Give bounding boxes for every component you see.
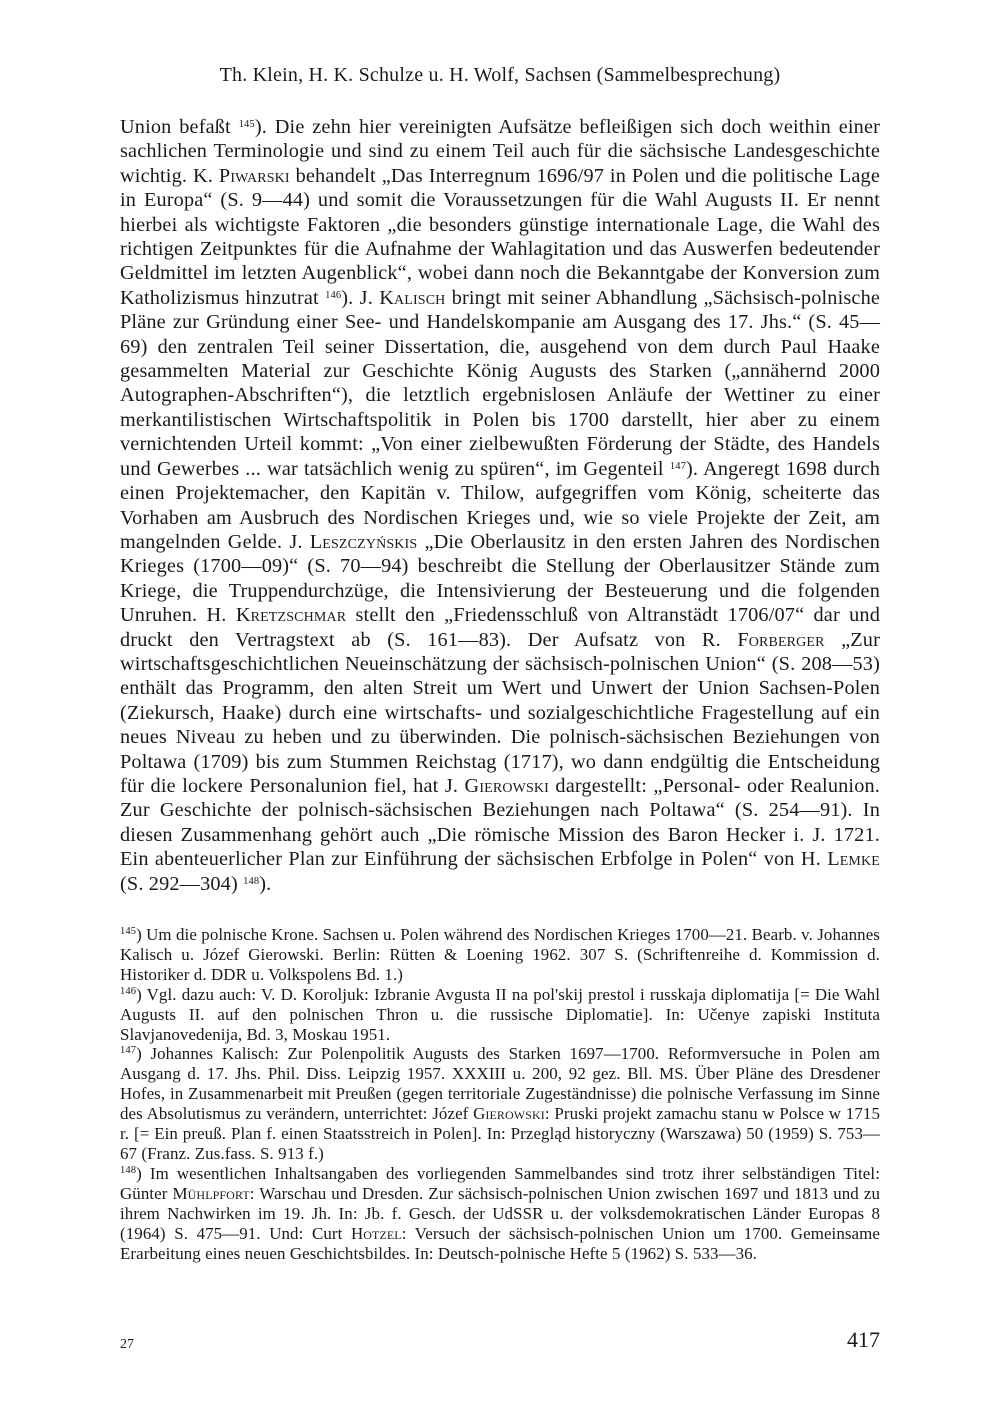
author-name: Leszczyńskis <box>309 530 418 553</box>
footnote-text: ) Um die polnische Krone. Sachsen u. Polen während des Nordischen Krieges 1700—21. Bearb. v. Johannes Kalisch u. Józef Gierowski. Berlin: Rütten & Loening 1962. 307 S. (Schriftenreihe d. Kommission d. Historiker d. DDR u. Volkspolens Bd. 1.) <box>120 925 880 984</box>
author-name: Kalisch <box>379 286 446 309</box>
author-name: Kretzschmar <box>235 604 347 627</box>
footnote-text: : Versuch der sächsisch-polnischen Union um 1700. Gemeinsame Erarbeitung eines neuen Geschichtsbildes. In: Deutsch-polnische Hefte 5 (1962) S. 533—36. <box>120 1223 880 1263</box>
body-text: ). <box>259 872 272 895</box>
footnote-text: : Warschau und Dresden. Zur sächsisch-polnischen Union zwischen 1697 und 1813 und zu ihrem Nachwirken im 19. Jh. In: Jb. f. Gesch. der UdSSR u. der volksdemokratischen Länder Europas 8 (1964) S. 475—91. Und: Curt <box>120 1183 881 1243</box>
footnote-text: : Pruski projekt zamachu stanu w Polsce w 1715 r. [= Ein preuß. Plan f. einen Staatsstreich in Polen]. In: Przegląd historyczny (Warszawa) 50 (1959) S. 753—67 (Franz. Zus.fass. S. 913 f.) <box>120 1104 880 1163</box>
footnote-text: ) Vgl. dazu auch: V. D. Koroljuk: Izbranie Avgusta II na pol'skij prestol i russkaja diplomatija [= Die Wahl Augusts II. auf den polnischen Thron u. die russische Diplomatie]. In: Učenye zapiski Instituta Slavjanovedenija, Bd. 3, Moskau 1951. <box>120 984 880 1044</box>
footnote-number: 146 <box>120 985 137 997</box>
body-text: Union befaßt <box>120 116 239 138</box>
footnote-text: ) Im wesentlichen Inhaltsangaben des vorliegenden Sammelbandes sind trotz ihrer selbständigen Titel: Günter <box>120 1163 880 1203</box>
footnotes <box>120 925 880 1263</box>
running-header: Th. Klein, H. K. Schulze u. H. Wolf, Sachsen (Sammelbesprechung) <box>219 64 781 86</box>
footnote-ref-146: 146 <box>325 289 342 301</box>
author-name: Gierowski <box>473 1104 545 1124</box>
footnote-number: 148 <box>120 1164 137 1176</box>
body-text: ). Angeregt 1698 durch einen Projektemacher, den Kapitän v. Thilow, aufgegriffen vom König, scheiterte das Vorhaben am Ausbruch des Nordischen Krieges und, wie so viele Projekte der Zeit, am mangelnden Gelde. J. <box>120 457 880 553</box>
body-text: „Zur wirtschaftsgeschichtlichen Neueinschätzung der sächsisch-polnischen Union“ (S. 208—53) enthält das Programm, den alten Streit um Wert und Unwert der Union Sachsen-Polen (Ziekursch, Haake) durch eine wirtschafts- und sozialgeschichtliche Fragestellung auf ein neues Niveau zu heben und zu überwinden. Die polnisch-sächsischen Beziehungen von Poltawa (1709) bis zum Stummen Reichstag (1717), wo dann endgültig die Entscheidung für die lockere Personalunion fiel, hat J. <box>120 628 880 797</box>
footnote-146 <box>120 985 880 1045</box>
main-text <box>120 115 880 896</box>
footnote-148 <box>120 1164 880 1264</box>
author-name: Piwarski <box>218 164 290 187</box>
footnote-ref-148: 148 <box>243 875 260 887</box>
footnote-145 <box>120 925 880 985</box>
body-text: ). J. <box>341 286 380 309</box>
author-name: Gierowski <box>464 774 549 797</box>
body-text: dargestellt: „Personal- oder Realunion. Zur Geschichte der polnisch-sächsischen Beziehungen nach Poltawa“ (S. 254—91). In diesen Zusammenhang gehört auch „Die römische Mission des Baron Hecker i. J. 1721. Ein abenteuerlicher Plan zur Einführung der sächsischen Erbfolge in Polen“ von H. <box>120 774 881 871</box>
footnote-text: ) Johannes Kalisch: Zur Polenpolitik Augusts des Starken 1697—1700. Reformversuche in Polen am Ausgang d. 17. Jhs. Phil. Diss. Leipzig 1957. XXXIII u. 200, 92 gez. Bll. MS. Über Pläne des Dresdener Hofes, in Zusammenarbeit mit Preußen (gegen territoriale Zugeständnisse) die polnische Verfassung im Sinne des Absolutismus zu verändern, unterrichtet: Józef <box>120 1044 880 1124</box>
author-name: Hotzel <box>350 1223 402 1243</box>
body-text: (S. 292—304) <box>120 872 244 895</box>
sheet-signature: 27 <box>120 1337 134 1352</box>
author-name: Forberger <box>737 628 825 651</box>
author-name: Mühlpfort <box>172 1183 250 1203</box>
body-text: behandelt „Das Interregnum 1696/97 in Polen und die politische Lage in Europa“ (S. 9—44) und somit die Voraussetzungen für die Wahl Augusts II. Er nennt hierbei als wichtigste Faktoren „die besonders günstige internationale Lage, die Wahl des richtigen Zeitpunktes für die Aufnahme der Wahlagitation und das Auswerfen bedeutender Geldmittel im letzten Augenblick“, wobei dann noch die Bekanntgabe der Konversion zum Katholizismus hinzutrat <box>120 164 880 309</box>
body-text: „Die Oberlausitz in den ersten Jahren des Nordischen Krieges (1700—09)“ (S. 70—94) beschreibt die Stellung der Oberlausitzer Stände zum Kriege, die Truppendurchzüge, die Intensivierung der Besteuerung und die folgenden Unruhen. H. <box>120 530 880 627</box>
page-number: 417 <box>847 1327 880 1352</box>
body-paragraph <box>120 115 880 896</box>
footnote-number: 147 <box>120 1045 137 1057</box>
body-text: ). Die zehn hier vereinigten Aufsätze befleißigen sich doch weithin einer sachlichen Terminologie und sind zu einem Teil auch für die sächsische Landesgeschichte wichtig. K. <box>120 116 880 187</box>
footnote-number: 145 <box>120 926 137 937</box>
author-name: Lemke <box>827 848 880 871</box>
footnote-ref-147: 147 <box>669 460 687 472</box>
body-text: bringt mit seiner Abhandlung „Sächsisch-polnische Pläne zur Gründung einer See- und Handelskompanie am Ausgang des 17. Jhs.“ (S. 45—69) den zentralen Teil seiner Dissertation, die, ausgehend von dem durch Paul Haake gesammelten Material zur Geschichte König Augusts des Starken („annähernd 2000 Autographen-Abschriften“), die letztlich ergebnislosen Anläufe der Wettiner zu einer merkantilistischen Wirtschaftspolitik in Polen bis 1700 darstellt, hier aber zu einem vernichtenden Urteil kommt: „Von einer zielbewußten Förderung der Städte, des Handels und Gewerbes ... war tatsächlich wenig zu spüren“, im Gegenteil <box>120 286 881 480</box>
footnote-ref-145: 145 <box>238 119 255 130</box>
footnote-147 <box>120 1044 880 1163</box>
body-text: stellt den „Friedensschluß von Altranstädt 1706/07“ dar und druckt den Vertragstext ab (S. 161—83). Der Aufsatz von R. <box>120 604 880 651</box>
